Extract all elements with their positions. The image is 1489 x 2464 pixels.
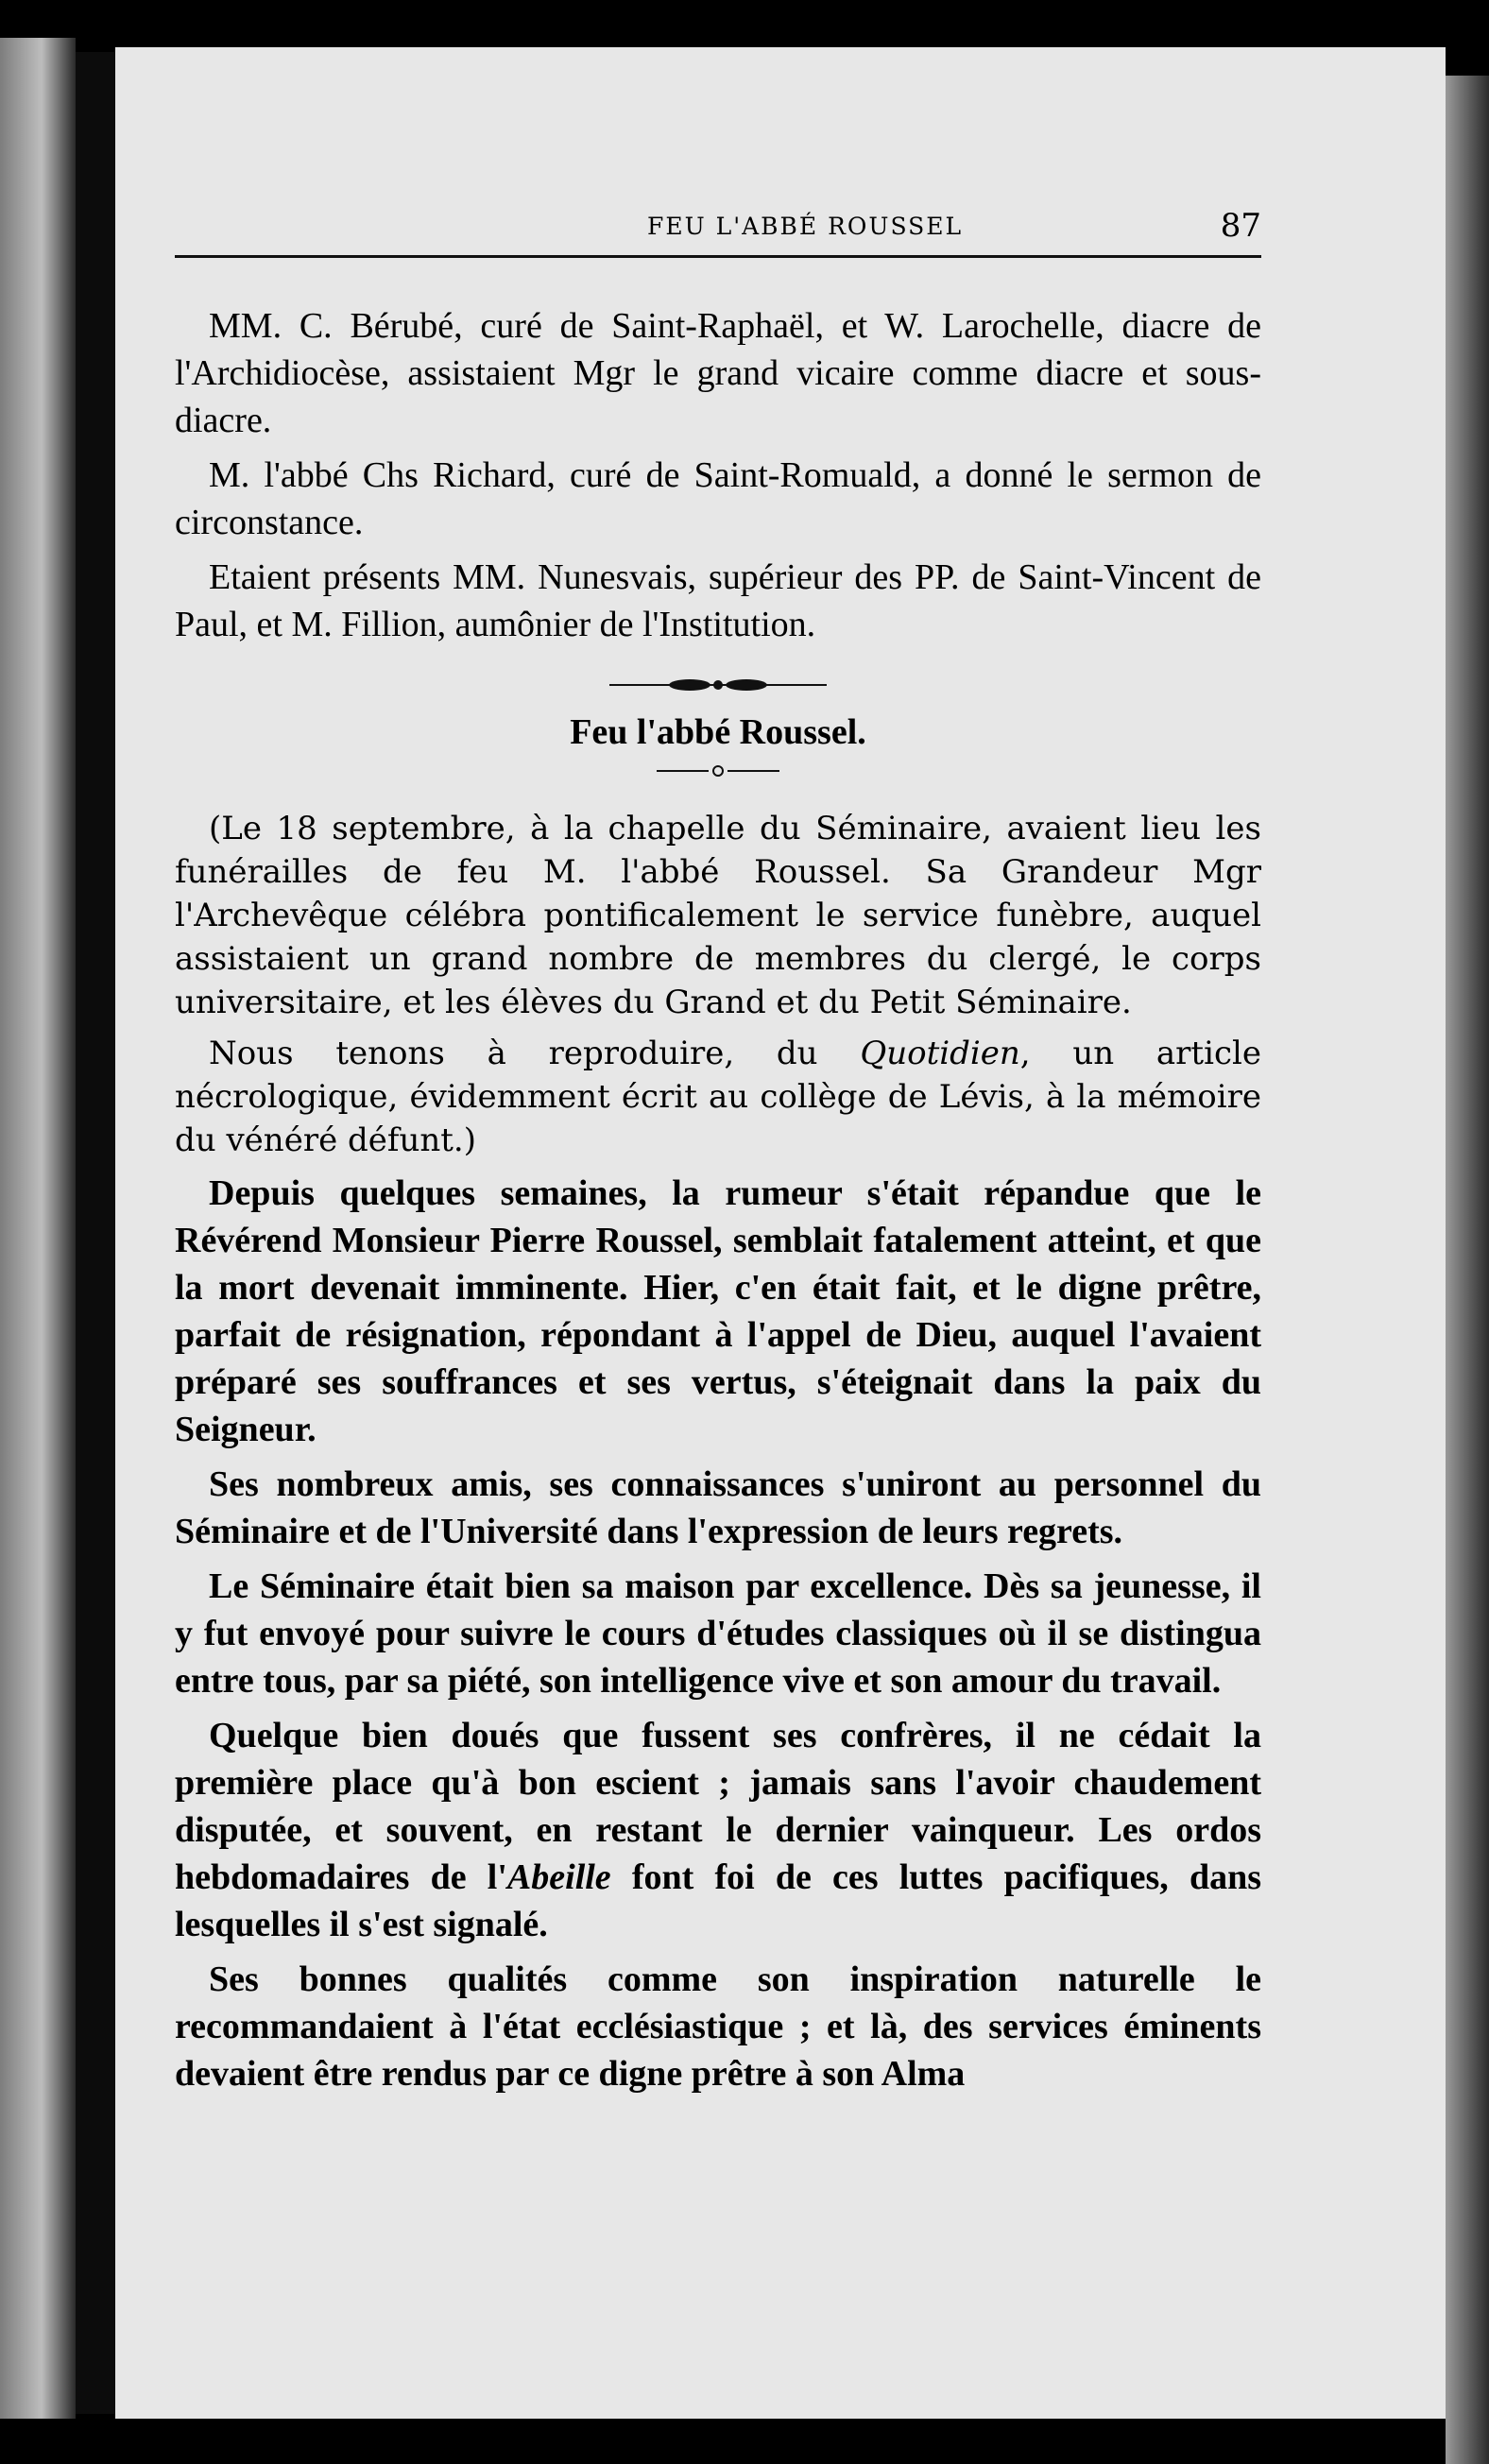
header-rule <box>175 255 1261 258</box>
page-right-edge <box>1446 76 1489 2464</box>
intro-paragraph: (Le 18 septembre, à la chapelle du Séminaire, avaient lieu les funérailles de feu M. l'abbé Roussel. Sa Grandeur Mgr l'Archevêque célébra pontificalement le service funèbre, auquel assistaient un grand nombre de membres du clergé, le corps universitaire, et les élèves du Grand et du Petit Séminaire. <box>175 810 1261 1021</box>
page-header <box>175 194 1261 250</box>
intro-paragraph: Nous tenons à reproduire, du Quotidien, un article nécrologique, évidemment écrit au collège de Lévis, à la mémoire du vénéré défunt.) <box>175 1035 1261 1159</box>
body-paragraph: Ses nombreux amis, ses connaissances s'uniront au personnel du Séminaire et de l'Université dans l'expression de leurs regrets. <box>175 1464 1261 1551</box>
small-divider <box>657 761 779 780</box>
paragraph: Etaient présents MM. Nunesvais, supérieur des PP. de Saint-Vincent de Paul, et M. Fillion, aumônier de l'Institution. <box>175 557 1261 644</box>
section-title: Feu l'abbé Roussel. <box>570 712 866 752</box>
body-paragraph: Quelque bien doués que fussent ses confrères, il ne cédait la première place qu'à bon escient ; jamais sans l'avoir chaudement disputée, et souvent, en restant le dernier vainqueur. Les ordos hebdomadaires de l'Abeille font foi de ces luttes pacifiques, dans lesquelles il s'est signalé. <box>175 1716 1262 1944</box>
page-number: 87 <box>1220 207 1261 245</box>
page-content <box>175 302 1261 2097</box>
body-paragraph: Depuis quelques semaines, la rumeur s'était répandue que le Révérend Monsieur Pierre Roussel, semblait fatalement atteint, et que la mort devenait imminente. Hier, c'en était fait, et le digne prêtre, parfait de résignation, répondant à l'appel de Dieu, auquel l'avaient préparé ses souffrances et ses vertus, s'éteignait dans la paix du Seigneur. <box>175 1173 1261 1449</box>
section-ornament <box>609 673 827 697</box>
paragraph: M. l'abbé Chs Richard, curé de Saint-Romuald, a donné le sermon de circonstance. <box>175 455 1261 542</box>
body-paragraph: Ses bonnes qualités comme son inspiration naturelle le recommandaient à l'état ecclésiastique ; et là, des services éminents devaient être rendus par ce digne prêtre à son Alma <box>175 1959 1261 2094</box>
running-head: FEU L'ABBÉ ROUSSEL <box>647 213 964 240</box>
paragraph: MM. C. Bérubé, curé de Saint-Raphaël, et W. Larochelle, diacre de l'Archidiocèse, assistaient Mgr le grand vicaire comme diacre et sous-diacre. <box>175 306 1261 440</box>
body-paragraph: Le Séminaire était bien sa maison par excellence. Dès sa jeunesse, il y fut envoyé pour suivre le cours d'études classiques où il se distingua entre tous, par sa piété, son intelligence vive et son amour du travail. <box>175 1566 1261 1701</box>
facing-page-edge <box>0 38 76 2419</box>
book-gutter <box>76 52 115 2414</box>
